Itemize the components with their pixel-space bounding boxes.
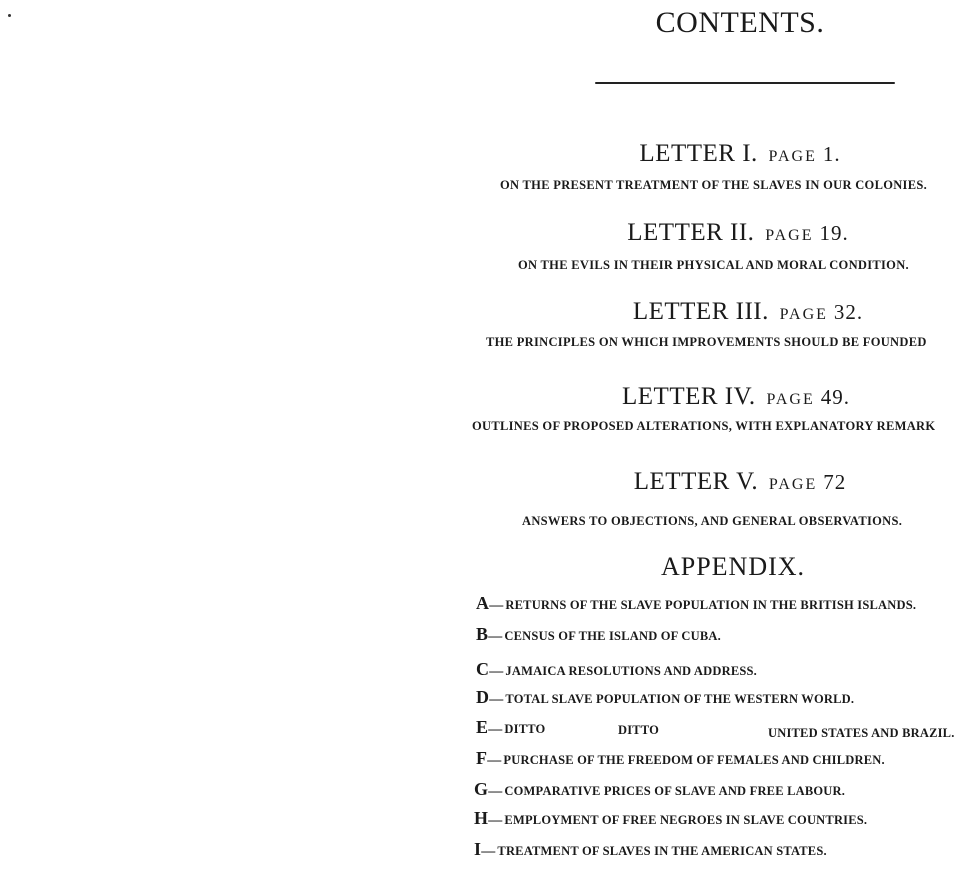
appendix-item-f: F— PURCHASE OF THE FREEDOM OF FEMALES AND CHILDREN. <box>476 748 885 768</box>
appendix-item-i: I— TREATMENT OF SLAVES IN THE AMERICAN STATES. <box>474 839 827 859</box>
letter-title: LETTER V. <box>633 468 759 495</box>
appendix-text: CENSUS OF THE ISLAND OF CUBA. <box>504 629 721 643</box>
appendix-item-e-place: UNITED STATES AND BRAZIL. <box>768 726 955 740</box>
letter-title: LETTER I. <box>639 140 758 167</box>
appendix-item-e: E— DITTO <box>476 717 546 737</box>
appendix-text: RETURNS OF THE SLAVE POPULATION IN THE BRITISH ISLANDS. <box>505 598 917 612</box>
page-ref <box>766 385 850 409</box>
appendix-item-b: B— CENSUS OF THE ISLAND OF CUBA. <box>476 624 721 644</box>
appendix-item-d: D— TOTAL SLAVE POPULATION OF THE WESTERN WORLD. <box>476 687 855 707</box>
page-number: 72 <box>823 470 847 494</box>
letter-2-heading <box>627 219 849 247</box>
appendix-text: TOTAL SLAVE POPULATION OF THE WESTERN WORLD. <box>505 692 855 706</box>
page-ref <box>768 470 847 494</box>
appendix-text: COMPARATIVE PRICES OF SLAVE AND FREE LABOUR. <box>504 784 846 798</box>
letter-4-heading <box>622 383 850 411</box>
ink-speck <box>8 14 11 17</box>
appendix-letter: H <box>474 808 489 828</box>
appendix-text: DITTO <box>504 722 546 736</box>
letter-title: LETTER II. <box>627 219 755 246</box>
appendix-letter: C <box>476 659 490 679</box>
letter-5-subtitle: ANSWERS TO OBJECTIONS, AND GENERAL OBSERVATIONS. <box>522 514 903 528</box>
appendix-title: APPENDIX. <box>660 552 806 581</box>
contents-heading: CONTENTS. <box>655 6 825 39</box>
page-number: 32. <box>833 300 864 324</box>
appendix-text: JAMAICA RESOLUTIONS AND ADDRESS. <box>505 664 757 678</box>
letter-2-subtitle: ON THE EVILS IN THEIR PHYSICAL AND MORAL CONDITION. <box>518 258 909 272</box>
heading-rule <box>595 82 895 84</box>
page-word: PAGE <box>765 227 814 244</box>
letter-3-subtitle: THE PRINCIPLES ON WHICH IMPROVEMENTS SHOULD BE FOUNDED <box>486 335 927 349</box>
appendix-item-g: G— COMPARATIVE PRICES OF SLAVE AND FREE LABOUR. <box>474 779 846 799</box>
page-word: PAGE <box>766 391 815 408</box>
letter-5-heading <box>634 468 846 496</box>
page-word: PAGE <box>779 306 828 323</box>
letter-1-subtitle: ON THE PRESENT TREATMENT OF THE SLAVES IN OUR COLONIES. <box>500 178 928 192</box>
appendix-letter: I <box>474 839 482 859</box>
letter-4-subtitle: OUTLINES OF PROPOSED ALTERATIONS, WITH EXPLANATORY REMARK <box>472 419 936 433</box>
page-number: 1. <box>822 142 841 166</box>
appendix-letter: G <box>474 779 489 799</box>
appendix-text: TREATMENT OF SLAVES IN THE AMERICAN STATES. <box>497 844 827 858</box>
page-ref <box>779 300 864 324</box>
appendix-text: EMPLOYMENT OF FREE NEGROES IN SLAVE COUNTRIES. <box>504 813 868 827</box>
appendix-letter: F <box>476 748 488 768</box>
appendix-item-h: H— EMPLOYMENT OF FREE NEGROES IN SLAVE COUNTRIES. <box>474 808 868 828</box>
appendix-item-e-ditto: DITTO <box>618 723 660 737</box>
letter-title: LETTER IV. <box>622 383 756 410</box>
page-word: PAGE <box>768 148 817 165</box>
letter-title: LETTER III. <box>632 298 769 325</box>
letter-1-heading <box>639 140 840 168</box>
appendix-letter: D <box>476 687 490 707</box>
page-word: PAGE <box>768 476 818 493</box>
letter-3-heading <box>633 298 863 326</box>
page-number: 19. <box>819 221 849 245</box>
appendix-letter: A <box>476 593 490 613</box>
appendix-letter: B <box>476 624 489 644</box>
page-ref <box>765 221 849 245</box>
page-number: 49. <box>820 385 850 409</box>
appendix-letter: E <box>476 717 489 737</box>
appendix-item-a: A— RETURNS OF THE SLAVE POPULATION IN THE BRITISH ISLANDS. <box>476 593 917 613</box>
appendix-text: PURCHASE OF THE FREEDOM OF FEMALES AND CHILDREN. <box>503 753 885 767</box>
appendix-item-c: C— JAMAICA RESOLUTIONS AND ADDRESS. <box>476 659 757 679</box>
page-ref <box>768 142 841 166</box>
